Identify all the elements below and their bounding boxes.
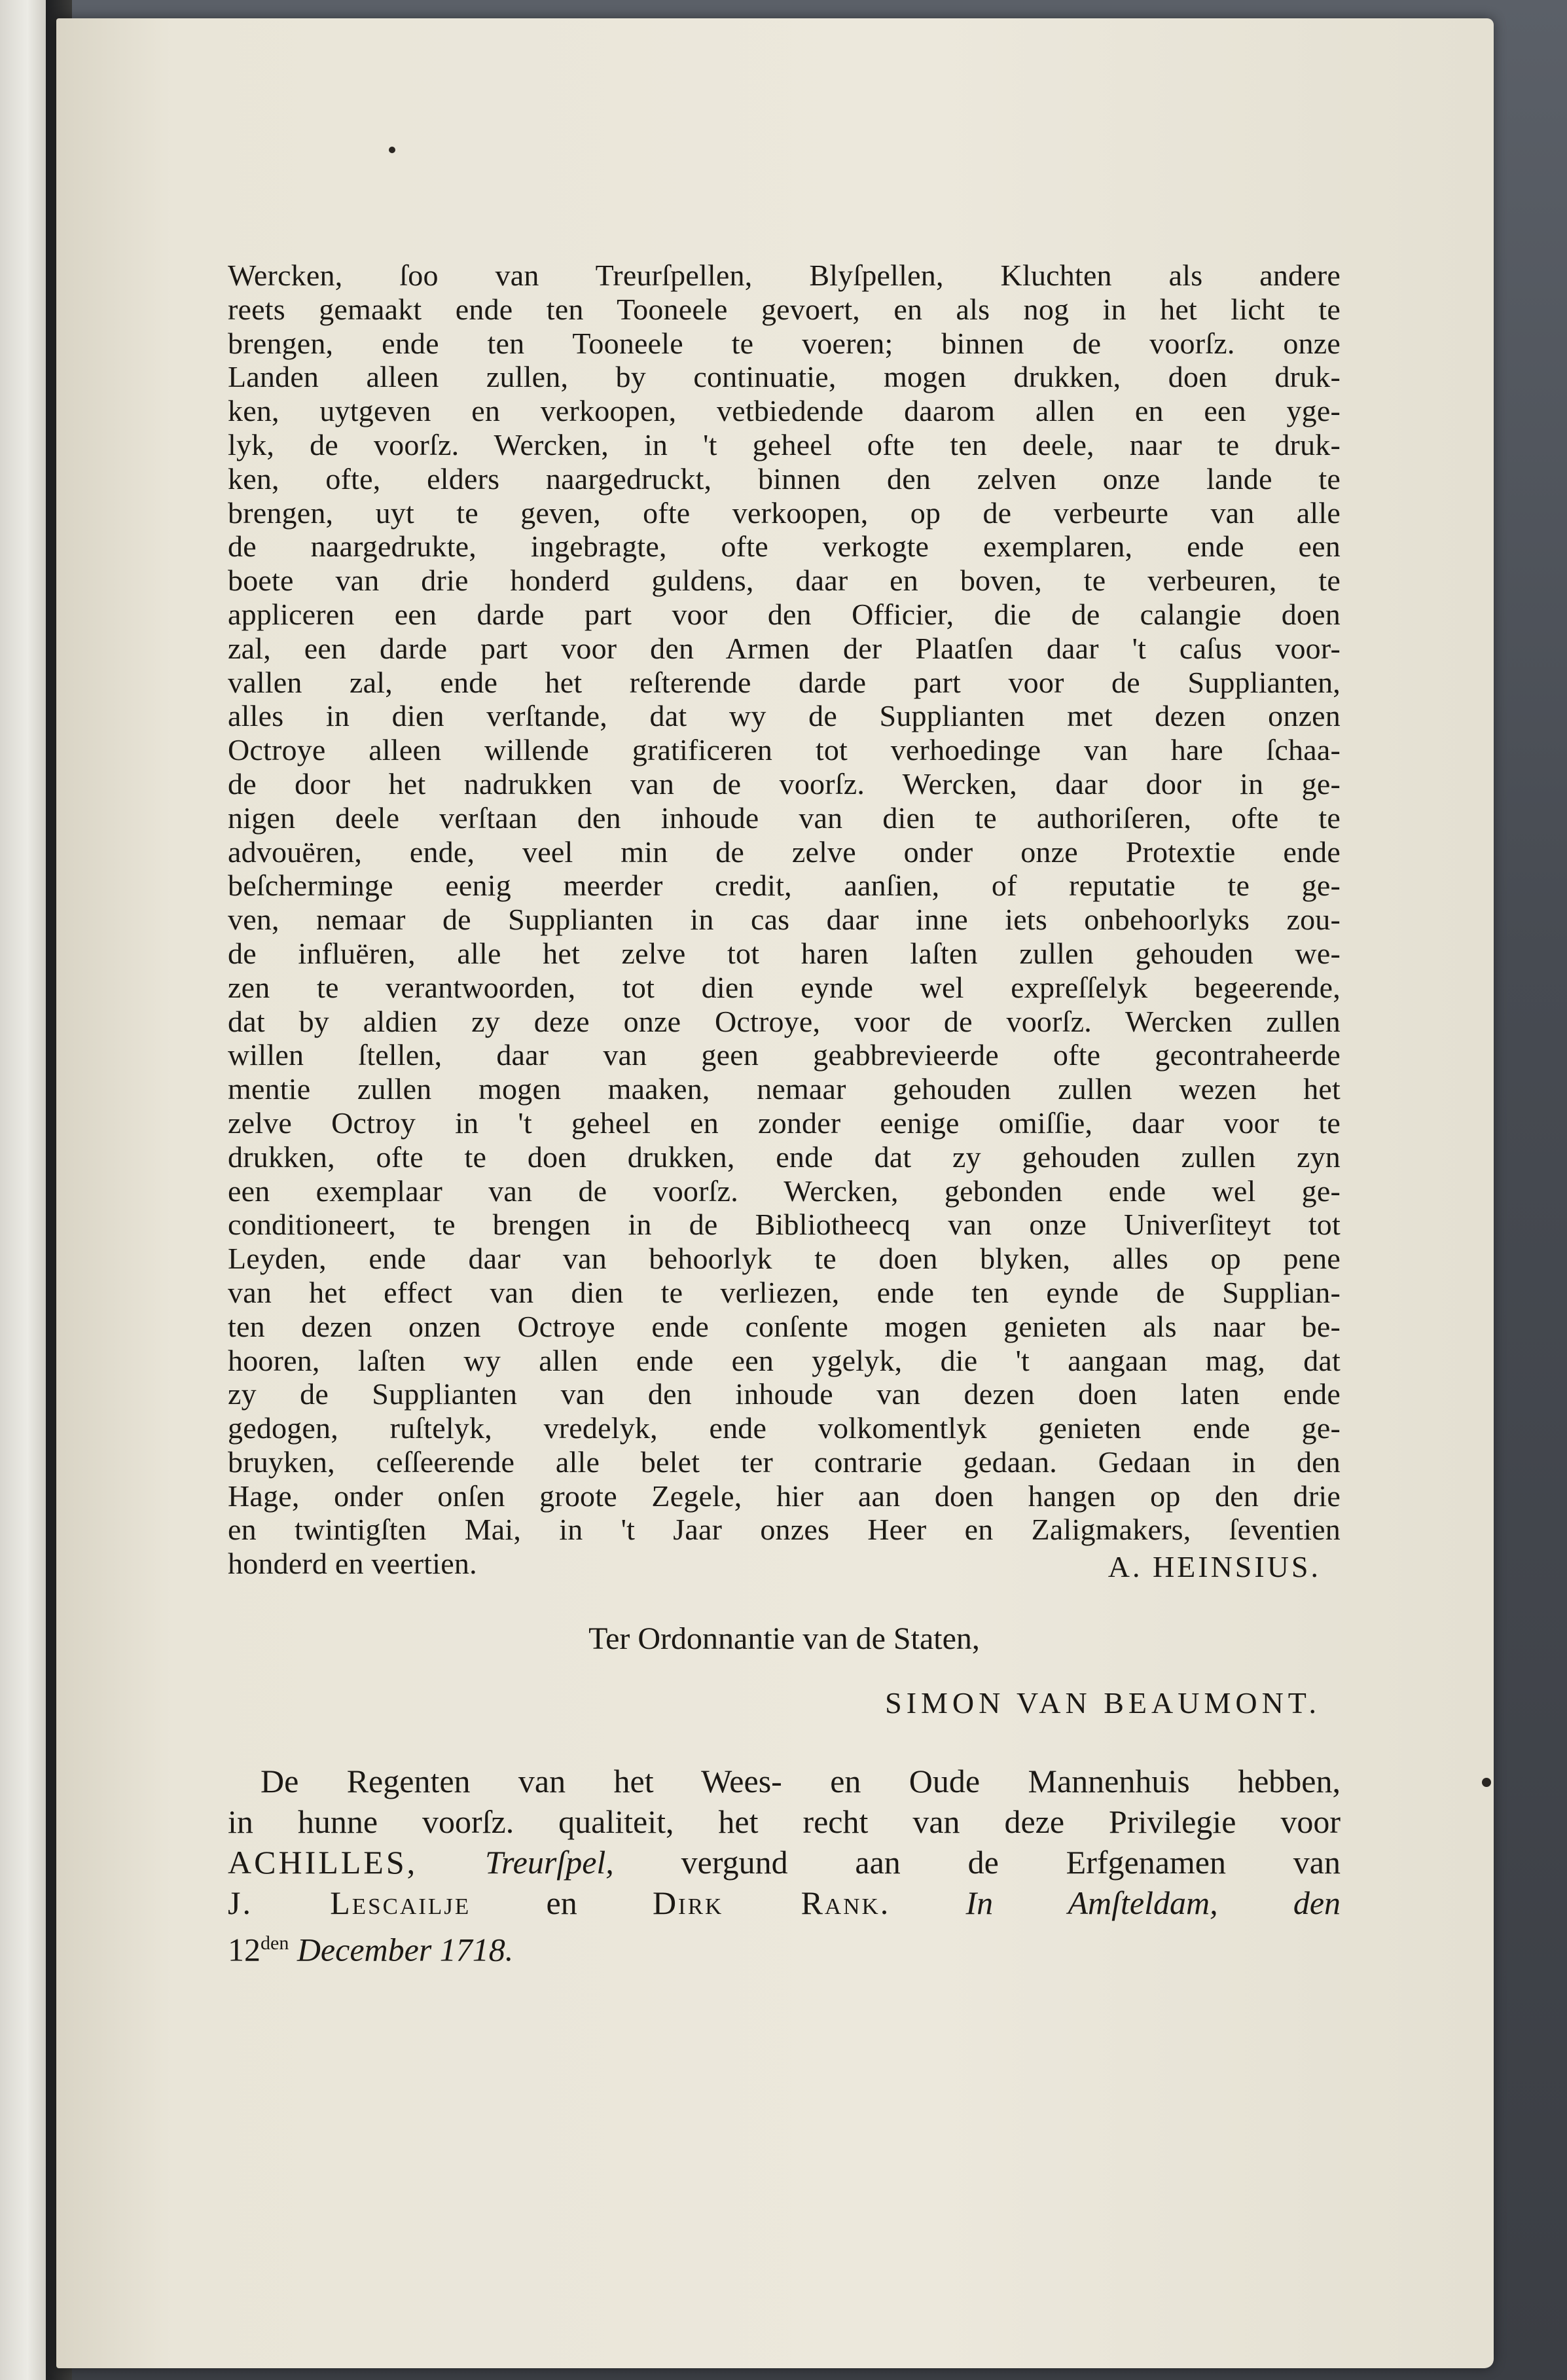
conjunction: en [546,1884,577,1922]
text-line: ten dezen onzen Octroye ende conſente mogen genieten als naar be- [228,1309,1341,1343]
play-genre: Treurſpel, [485,1844,614,1881]
day-suffix: den [261,1932,289,1955]
play-title: ACHILLES, [228,1844,418,1881]
regents-line-1: De Regenten van het Wees- en Oude Mannenhuis hebben, [261,1763,1341,1800]
heir-name-2: Dirk Rank. [652,1884,891,1922]
text-line: Wercken, ſoo van Treurſpellen, Blyſpellen, Kluchten als andere [228,259,1341,292]
heir-name-1: J. Lescailje [228,1884,471,1922]
text-line: boete van drie honderd guldens, daar en boven, te verbeuren, te [228,564,1341,598]
regents-paragraph [228,1761,1341,1970]
text-line: zelve Octroy in 't geheel en zonder eenige omiſſie, daar voor te [228,1106,1341,1140]
privilege-paragraph [228,259,1341,1581]
text-line: Landen alleen zullen, by continuatie, mogen drukken, doen druk- [228,360,1341,394]
day-number: 12 [228,1931,261,1968]
text-line: vallen zal, ende het reſterende darde part voor de Supplianten, [228,665,1341,699]
text-line: zy de Supplianten van den inhoude van dezen doen laten ende [228,1377,1341,1411]
text-line: alles in dien verſtande, dat wy de Supplianten met dezen onzen [228,699,1341,733]
text-line: mentie zullen mogen maaken, nemaar gehouden zullen wezen het [228,1072,1341,1106]
text-line: en twintigſten Mai, in 't Jaar onzes Heer en Zaligmakers, ſeventien [228,1513,1341,1547]
text-line: bruyken, ceſſeerende alle belet ter contrarie gedaan. Gedaan in den [228,1445,1341,1479]
text-line: hooren, laſten wy allen ende een ygelyk, die 't aangaan mag, dat [228,1343,1341,1377]
text-line: reets gemaakt ende ten Tooneele gevoert, en als nog in het licht te [228,292,1341,326]
text-line: advouëren, ende, veel min de zelve onder onze Protextie ende [228,835,1341,869]
text-line: een exemplaar van de voorſz. Wercken, gebonden ende wel ge- [228,1174,1341,1208]
text-line: zen te verantwoorden, tot dien eynde wel expreſſelyk begeerende, [228,970,1341,1004]
text-line: brengen, uyt te geven, ofte verkoopen, op de verbeurte van alle [228,496,1341,530]
signature-heinsius: A. HEINSIUS. [1108,1550,1321,1584]
text-line: ven, nemaar de Supplianten in cas daar inne iets onbehoorlyks zou- [228,903,1341,937]
text-line: appliceren een darde part voor den Officier, die de calangie doen [228,597,1341,631]
text-line: lyk, de voorſz. Wercken, in 't geheel ofte ten deele, naar te druk- [228,427,1341,461]
text-line: conditioneert, te brengen in de Bibliotheecq van onze Univerſiteyt tot [228,1208,1341,1242]
left-page-edge [0,0,46,2380]
signature-beaumont: SIMON VAN BEAUMONT. [885,1686,1321,1720]
regents-line-3-rest: vergund aan de Erfgenamen van [681,1844,1341,1881]
text-line: de influëren, alle het zelve tot haren laſten zullen gehouden we- [228,936,1341,970]
ordonnantie-line: Ter Ordonnantie van de Staten, [588,1621,980,1657]
text-line: Leyden, ende daar van behoorlyk te doen blyken, alles op pene [228,1242,1341,1276]
text-line: de naargedrukte, ingebragte, ofte verkogte exemplaren, ende een [228,530,1341,564]
text-line: Octroye alleen willende gratificeren tot verhoedinge van hare ſchaa- [228,733,1341,767]
text-line: beſcherminge eenig meerder credit, aanſien, of reputatie te ge- [228,869,1341,903]
text-line: gedogen, ruſtelyk, vredelyk, ende volkomentlyk genieten ende ge- [228,1411,1341,1445]
ink-speck [1482,1778,1491,1787]
text-line: ken, uytgeven en verkoopen, vetbiedende daarom allen en een yge- [228,394,1341,428]
ink-speck [389,147,395,153]
text-line: willen ſtellen, daar van geen geabbrevieerde ofte gecontraheerde [228,1038,1341,1072]
place-date: In Amſteldam, den [965,1884,1341,1922]
regents-line-3 [228,1842,1341,1883]
regents-line-2: in hunne voorſz. qualiteit, het recht van deze Privilegie voor [228,1803,1341,1841]
text-line: drukken, ofte te doen drukken, ende dat zy gehouden zullen zyn [228,1140,1341,1174]
date-text: December 1718. [297,1931,514,1968]
text-line: dat by aldien zy deze onze Octroye, voor de voorſz. Wercken zullen [228,1004,1341,1038]
text-line: nigen deele verſtaan den inhoude van dien te authoriſeren, ofte te [228,801,1341,835]
text-line: Hage, onder onſen groote Zegele, hier aan doen hangen op den drie [228,1479,1341,1513]
regents-line-5 [228,1923,1341,1970]
text-line: brengen, ende ten Tooneele te voeren; binnen de voorſz. onze [228,326,1341,360]
text-line: de door het nadrukken van de voorſz. Wercken, daar door in ge- [228,766,1341,801]
printed-text [228,259,1341,1970]
text-line: zal, een darde part voor den Armen der Plaatſen daar 't caſus voor- [228,631,1341,665]
text-line: van het effect van dien te verliezen, ende ten eynde de Supplian- [228,1275,1341,1309]
text-line: honderd en veertien. [228,1547,477,1581]
regents-line-4 [228,1883,1341,1923]
text-line: ken, ofte, elders naargedruckt, binnen den zelven onze lande te [228,461,1341,496]
